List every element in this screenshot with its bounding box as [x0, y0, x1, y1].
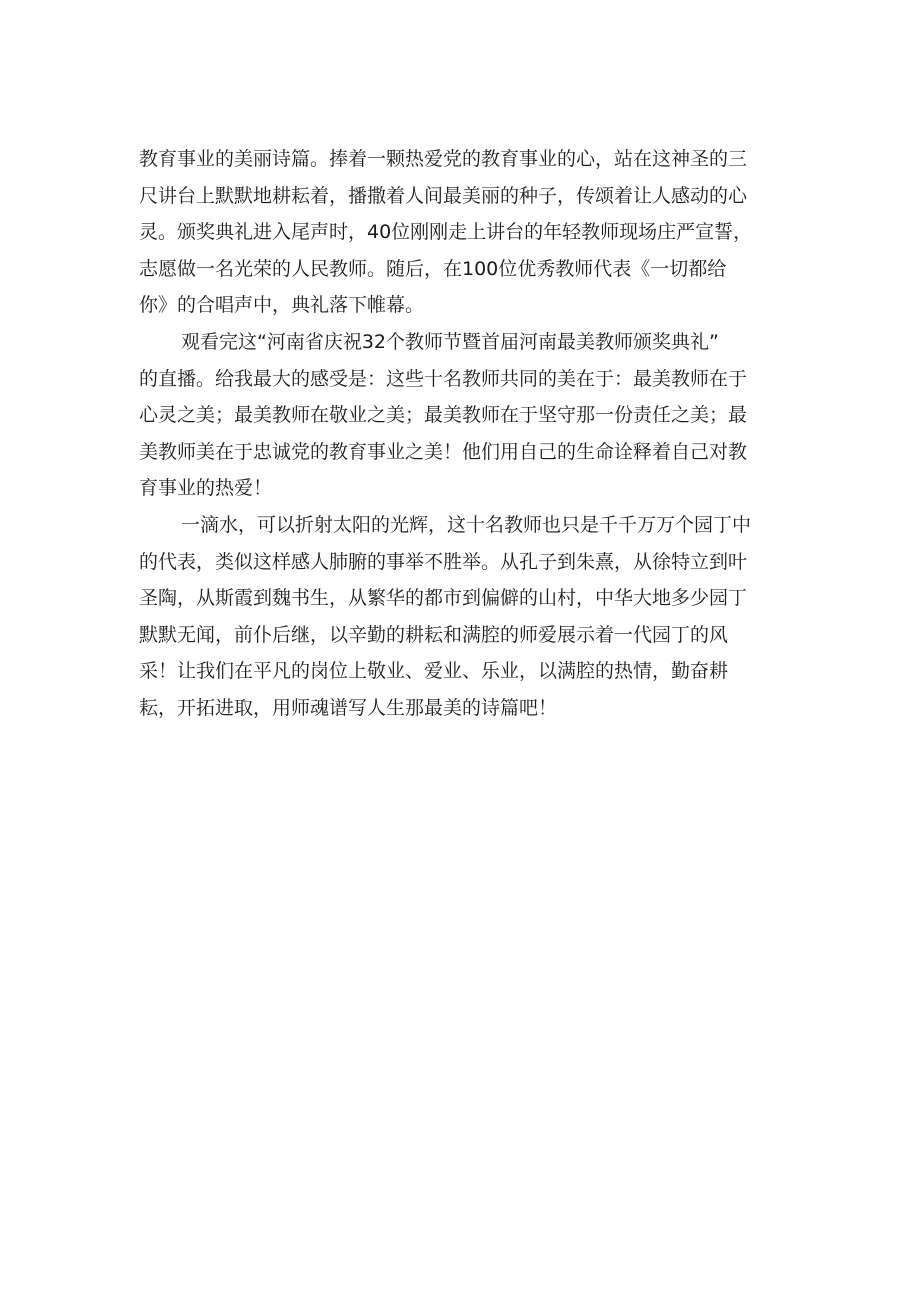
text-line: 灵。颁奖典礼进入尾声时，40位刚刚走上讲台的年轻教师现场庄严宣誓，: [139, 221, 753, 244]
body-text: [139, 141, 787, 727]
text-line: 采！让我们在平凡的岗位上敬业、爱业、乐业，以满腔的热情，勤奋耕: [139, 660, 729, 683]
text-line: 教育事业的美丽诗篇。捧着一颗热爱党的教育事业的心，站在这神圣的三: [139, 148, 748, 170]
paragraph-1: [139, 141, 787, 324]
text-line: 心灵之美；最美教师在敬业之美；最美教师在于坚守那一份责任之美；最: [139, 404, 748, 427]
text-line: 尺讲台上默默地耕耘着，播撒着人间最美丽的种子，传颂着让人感动的心: [139, 184, 748, 207]
text-line: 一滴水，可以折射太阳的光辉，这十名教师也只是千千万万个园丁中: [181, 513, 752, 536]
text-line: 育事业的热爱！: [139, 477, 273, 500]
text-line: 美教师美在于忠诚党的教育事业之美！他们用自己的生命诠释着自己对教: [139, 440, 748, 463]
text-line: 志愿做一名光荣的人民教师。随后，在100位优秀教师代表《一切都给: [139, 257, 727, 280]
text-line: 默默无闻，前仆后继，以辛勤的耕耘和满腔的师爱展示着一代园丁的风: [139, 623, 729, 646]
text-line: 的直播。给我最大的感受是：这些十名教师共同的美在于：最美教师在于: [139, 367, 748, 390]
text-line: 你》的合唱声中，典礼落下帷幕。: [139, 294, 425, 317]
text-line: 圣陶，从斯霞到魏书生，从繁华的都市到偏僻的山村，中华大地多少园丁: [139, 587, 748, 610]
text-line: 观看完这“河南省庆祝32个教师节暨首届河南最美教师颁奖典礼”: [181, 330, 719, 353]
paragraph-2: [139, 324, 787, 507]
text-line: 的代表，类似这样感人肺腑的事举不胜举。从孔子到朱熹，从徐特立到叶: [139, 550, 748, 573]
text-line: 耘，开拓进取，用师魂谱写人生那最美的诗篇吧！: [139, 696, 558, 719]
paragraph-3: [139, 507, 787, 727]
